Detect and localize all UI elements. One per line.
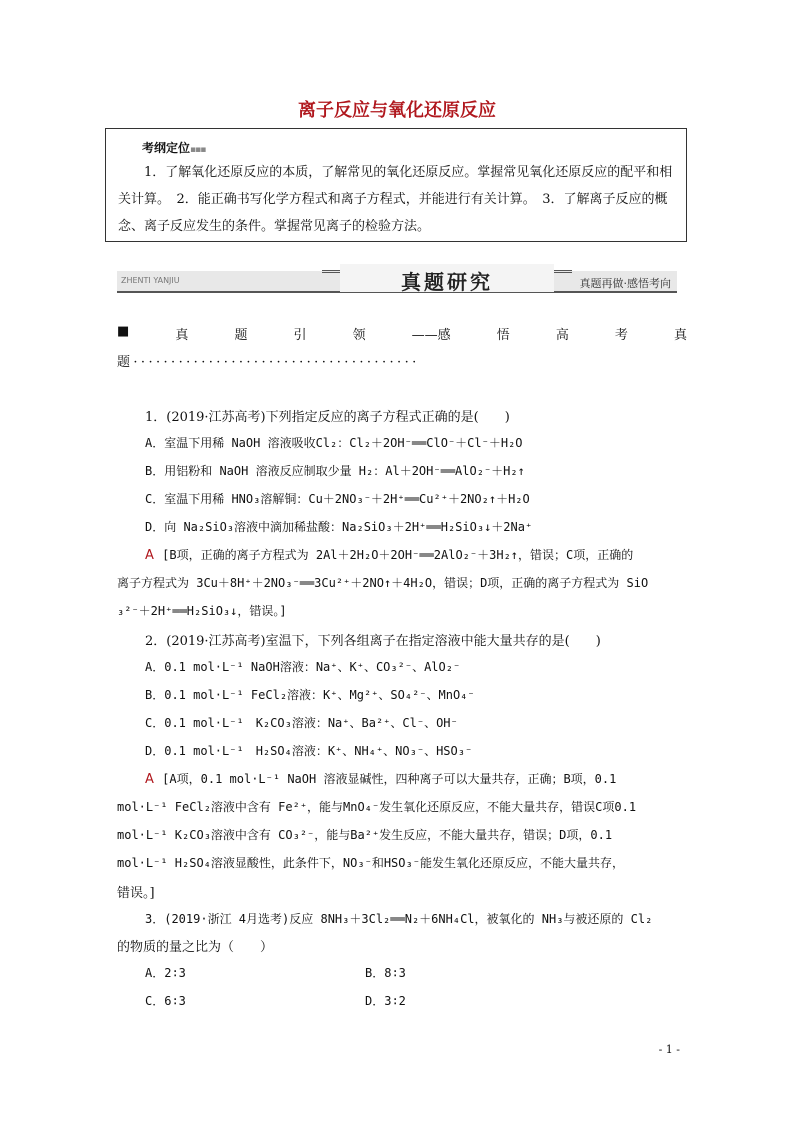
q2-explanation: A [A项，0.1 mol·L⁻¹ NaOH 溶液显碱性，四种离子可以大量共存，正确；B项，0.1 — [145, 772, 617, 787]
heading-char: 真 — [175, 328, 189, 343]
heading-char: 领 — [352, 328, 366, 343]
q1-option-a: A．室温下用稀 NaOH 溶液吸收Cl₂：Cl₂＋2OH⁻══ClO⁻＋Cl⁻＋H₂O — [145, 436, 523, 450]
q2-answer: A — [145, 772, 154, 787]
banner-center — [322, 264, 572, 292]
section-heading — [117, 324, 687, 370]
page-number: - 1 - — [658, 1043, 680, 1056]
q3-option-a: A．2∶3 — [145, 966, 186, 980]
heading-char: 悟 — [496, 328, 510, 343]
heading-char: 题 — [234, 328, 248, 343]
heading-char: ——感 — [411, 328, 451, 343]
q1-option-d: D．向 Na₂SiO₃溶液中滴加稀盐酸：Na₂SiO₃＋2H⁺══H₂SiO₃↓＋2Na⁺ — [145, 520, 533, 534]
q2-option-b: B．0.1 mol·L⁻¹ FeCl₂溶液：K⁺、Mg²⁺、SO₄²⁻、MnO₄⁻ — [145, 688, 475, 702]
q1-answer: A — [145, 548, 154, 563]
q1-explanation: A [B项，正确的离子方程式为 2Al＋2H₂O＋2OH⁻══2AlO₂⁻＋3H₂↑，错误；C项，正确的 — [145, 548, 634, 563]
heading-char: 高 — [555, 328, 569, 343]
q3-stem: 3．(2019·浙江 4月选考)反应 8NH₃＋3Cl₂══N₂＋6NH₄Cl，被氧化的 NH₃与被还原的 Cl₂ — [145, 912, 653, 926]
q2-option-c: C．0.1 mol·L⁻¹ K₂CO₃溶液：Na⁺、Ba²⁺、Cl⁻、OH⁻ — [145, 716, 458, 730]
banner-english: ZHENTI YANJIU — [121, 276, 180, 285]
heading-char: 引 — [293, 328, 307, 343]
page-title: 离子反应与氧化还原反应 — [298, 100, 496, 121]
section-banner — [117, 271, 677, 293]
q2-stem: 2．(2019·江苏高考)室温下，下列各组离子在指定溶液中能大量共存的是( ) — [145, 634, 601, 649]
syllabus-box — [105, 128, 687, 242]
q1-option-c: C．室温下用稀 HNO₃溶解铜：Cu＋2NO₃⁻＋2H⁺══Cu²⁺＋2NO₂↑＋H₂O — [145, 492, 530, 506]
q3-option-b: B．8∶3 — [365, 966, 406, 980]
q2-explanation-line: mol·L⁻¹ FeCl₂溶液中含有 Fe²⁺，能与MnO₄⁻发生氧化还原反应，不能大量共存，错误C项0.1 — [117, 800, 637, 814]
heading-char: 真 — [673, 328, 687, 343]
heading-char: 考 — [614, 328, 628, 343]
q2-explanation-line: 错误。] — [117, 886, 155, 901]
heading-continuation: 题······································ — [117, 355, 420, 370]
q3-option-c: C．6∶3 — [145, 994, 186, 1008]
q3-option-d: D．3∶2 — [365, 994, 406, 1008]
banner-title: 真题研究 — [401, 270, 493, 294]
syllabus-text: 1．了解氧化还原反应的本质，了解常见的氧化还原反应。掌握常见氧化还原反应的配平和相关计算。 2．能正确书写化学方程式和离子方程式，并能进行有关计算。 3．了解离子反应的概念、离子反应发生的条件。掌握常见离子的检验方法。 — [118, 165, 673, 234]
banner-subtitle: 真题再做·感悟考向 — [579, 277, 671, 290]
q1-option-b: B．用铝粉和 NaOH 溶液反应制取少量 H₂：Al＋2OH⁻══AlO₂⁻＋H₂↑ — [145, 464, 525, 478]
q3-stem-line: 的物质的量之比为（ ） — [117, 940, 274, 955]
q2-explanation-line: mol·L⁻¹ H₂SO₄溶液显酸性，此条件下，NO₃⁻和HSO₃⁻能发生氧化还原反应，不能大量共存， — [117, 856, 624, 870]
heading-char: ■ — [117, 324, 130, 339]
syllabus-label: 考纲定位▪▪▪ — [142, 141, 206, 155]
q1-stem: 1．(2019·江苏高考)下列指定反应的离子方程式正确的是( ) — [145, 410, 510, 425]
q1-explanation-line: 离子方程式为 3Cu＋8H⁺＋2NO₃⁻══3Cu²⁺＋2NO↑＋4H₂O，错误；D项，正确的离子方程式为 SiO — [117, 576, 649, 590]
q2-option-a: A．0.1 mol·L⁻¹ NaOH溶液：Na⁺、K⁺、CO₃²⁻、AlO₂⁻ — [145, 660, 461, 674]
q2-option-d: D．0.1 mol·L⁻¹ H₂SO₄溶液：K⁺、NH₄⁺、NO₃⁻、HSO₃⁻ — [145, 744, 473, 758]
q2-explanation-line: mol·L⁻¹ K₂CO₃溶液中含有 CO₃²⁻，能与Ba²⁺发生反应，不能大量共存，错误；D项，0.1 — [117, 828, 613, 842]
q1-explanation-line: ₃²⁻＋2H⁺══H₂SiO₃↓，错误。] — [117, 604, 287, 618]
